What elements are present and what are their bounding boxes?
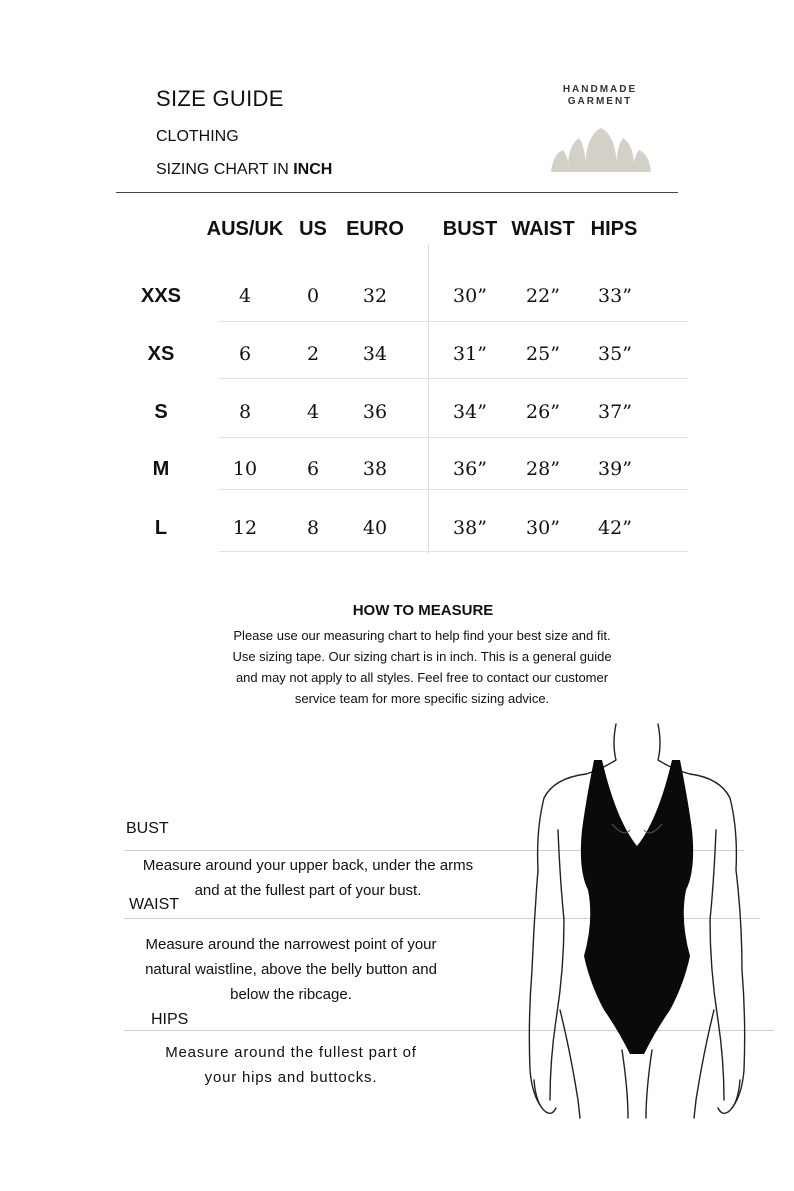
bust-value: 38” bbox=[453, 517, 487, 539]
bust-description-line: and at the fullest part of your bust. bbox=[194, 882, 422, 899]
bust-value: 34” bbox=[453, 401, 487, 423]
us-value: 8 bbox=[306, 517, 320, 539]
euro-value: 38 bbox=[362, 458, 388, 480]
euro-value: 40 bbox=[362, 517, 388, 539]
waist-value: 22” bbox=[526, 285, 560, 307]
euro-value: 32 bbox=[362, 285, 388, 307]
row-divider bbox=[219, 378, 688, 379]
size-label: M bbox=[152, 458, 170, 480]
category-label: CLOTHING bbox=[156, 128, 239, 145]
brand-line-1: HANDMADE bbox=[562, 84, 638, 95]
hips-value: 42” bbox=[598, 517, 632, 539]
waist-description-line: below the ribcage. bbox=[230, 986, 352, 1003]
chart-unit-label bbox=[156, 161, 332, 179]
col-header-bust: BUST bbox=[442, 218, 498, 240]
shell-logo-icon bbox=[549, 124, 653, 174]
waist-value: 26” bbox=[526, 401, 560, 423]
waist-description-line: natural waistline, above the belly button and bbox=[145, 961, 437, 978]
bust-label: BUST bbox=[126, 820, 169, 837]
size-label: XS bbox=[147, 343, 175, 365]
chart-unit: INCH bbox=[293, 161, 333, 178]
size-label: S bbox=[154, 401, 168, 423]
bust-value: 36” bbox=[453, 458, 487, 480]
row-divider bbox=[219, 551, 688, 552]
header-divider bbox=[116, 192, 678, 193]
hips-value: 39” bbox=[598, 458, 632, 480]
hips-description bbox=[150, 1040, 432, 1090]
us-value: 6 bbox=[306, 458, 320, 480]
euro-value: 34 bbox=[362, 343, 388, 365]
col-header-hips: HIPS bbox=[590, 218, 638, 240]
col-header-us: US bbox=[299, 218, 327, 240]
aus-uk-value: 4 bbox=[238, 285, 252, 307]
page-title: SIZE GUIDE bbox=[156, 86, 284, 111]
how-to-measure-line: and may not apply to all styles. Feel free to contact our customer bbox=[235, 670, 609, 685]
waist-value: 25” bbox=[526, 343, 560, 365]
table-column-divider bbox=[428, 244, 429, 554]
bust-value: 31” bbox=[453, 343, 487, 365]
how-to-measure-line: Please use our measuring chart to help find your best size and fit. bbox=[233, 628, 611, 643]
row-divider bbox=[219, 321, 688, 322]
chart-unit-prefix: SIZING CHART IN bbox=[156, 161, 294, 178]
euro-value: 36 bbox=[362, 401, 388, 423]
hips-label: HIPS bbox=[151, 1011, 189, 1028]
waist-value: 28” bbox=[526, 458, 560, 480]
row-divider bbox=[219, 489, 688, 490]
size-label: XXS bbox=[140, 285, 182, 307]
size-label: L bbox=[154, 517, 168, 539]
aus-uk-value: 10 bbox=[232, 458, 258, 480]
row-divider bbox=[219, 437, 688, 438]
waist-description bbox=[120, 932, 462, 1007]
how-to-measure-line: Use sizing tape. Our sizing chart is in inch. This is a general guide bbox=[232, 649, 612, 664]
brand-line-2: GARMENT bbox=[567, 96, 633, 107]
aus-uk-value: 12 bbox=[232, 517, 258, 539]
col-header-euro: EURO bbox=[346, 218, 404, 240]
col-header-aus-uk: AUS/UK bbox=[206, 218, 284, 240]
hips-value: 35” bbox=[598, 343, 632, 365]
hips-description-line: Measure around the fullest part of bbox=[165, 1044, 417, 1061]
us-value: 0 bbox=[306, 285, 320, 307]
hips-value: 33” bbox=[598, 285, 632, 307]
how-to-measure-line: service team for more specific sizing advice. bbox=[294, 691, 550, 706]
waist-description-line: Measure around the narrowest point of your bbox=[145, 936, 437, 953]
bust-value: 30” bbox=[453, 285, 487, 307]
how-to-measure-title: HOW TO MEASURE bbox=[352, 602, 494, 619]
col-header-waist: WAIST bbox=[511, 218, 575, 240]
hips-value: 37” bbox=[598, 401, 632, 423]
aus-uk-value: 6 bbox=[238, 343, 252, 365]
us-value: 2 bbox=[306, 343, 320, 365]
us-value: 4 bbox=[306, 401, 320, 423]
bust-description-line: Measure around your upper back, under the arms bbox=[142, 857, 474, 874]
waist-label: WAIST bbox=[129, 896, 180, 913]
hips-description-line: your hips and buttocks. bbox=[204, 1069, 378, 1086]
waist-value: 30” bbox=[526, 517, 560, 539]
how-to-measure-text bbox=[222, 625, 622, 709]
aus-uk-value: 8 bbox=[238, 401, 252, 423]
brand-logo bbox=[548, 84, 652, 108]
swimsuit-figure-illustration bbox=[520, 720, 760, 1120]
